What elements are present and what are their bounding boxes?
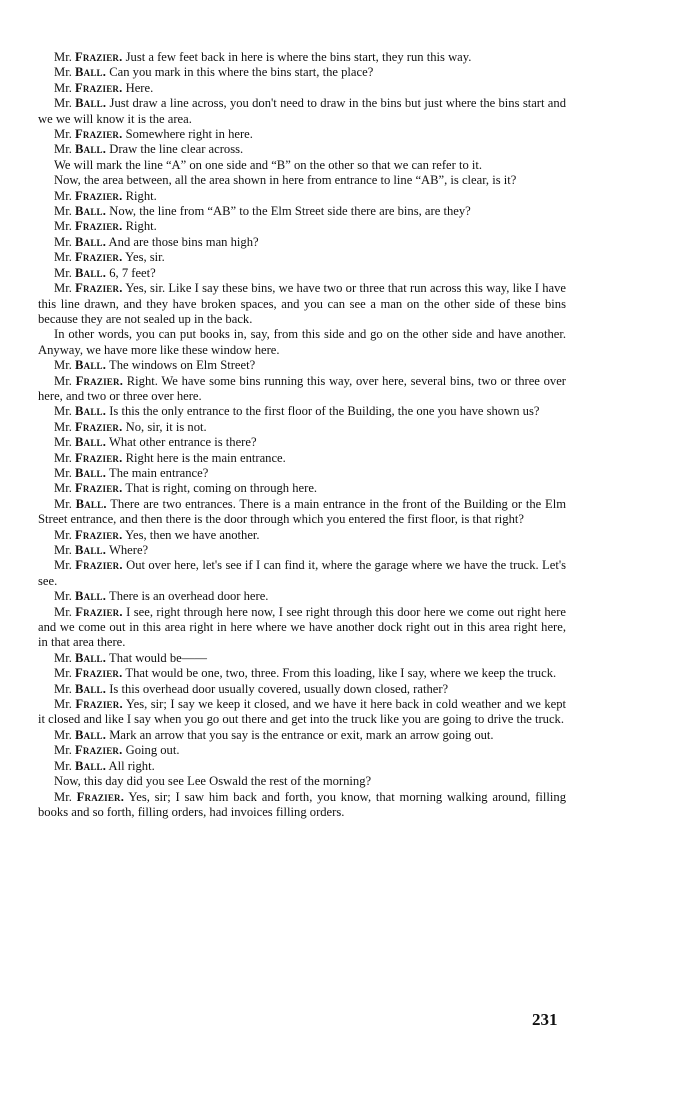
- speaker-prefix: Mr.: [54, 589, 72, 604]
- speaker-prefix: Mr.: [54, 666, 72, 681]
- transcript-paragraph: [38, 743, 566, 758]
- testimony-text: And are those bins man high?: [108, 234, 259, 249]
- transcript-paragraph: [38, 327, 566, 358]
- transcript-paragraph: [38, 96, 566, 127]
- testimony-text: Somewhere right in here.: [125, 127, 253, 142]
- transcript-paragraph: [38, 466, 566, 481]
- speaker-prefix: Mr.: [54, 96, 72, 111]
- testimony-text: There is an overhead door here.: [109, 589, 269, 604]
- speaker-prefix: Mr.: [54, 204, 72, 219]
- speaker-name: Ball.: [75, 758, 107, 773]
- transcript-paragraph: [38, 65, 566, 80]
- testimony-text: Now, the area between, all the area shown in here from entrance to line “AB”, is clear, is it?: [54, 173, 517, 188]
- transcript-paragraph: [38, 358, 566, 373]
- speaker-name: Frazier.: [76, 789, 125, 804]
- speaker-prefix: Mr.: [54, 481, 72, 496]
- testimony-text: Now, this day did you see Lee Oswald the rest of the morning?: [54, 774, 372, 789]
- testimony-text: In other words, you can put books in, say, from this side and go on the other side and have another. Anyway, we have more like these window here.: [38, 327, 566, 357]
- transcript-paragraph: [38, 697, 566, 728]
- transcript-paragraph: [38, 728, 566, 743]
- testimony-text: Draw the line clear across.: [109, 142, 244, 157]
- transcript-paragraph: [38, 281, 566, 327]
- testimony-text: The windows on Elm Street?: [109, 358, 256, 373]
- speaker-prefix: Mr.: [54, 758, 72, 773]
- testimony-text: Yes, sir; I saw him back and forth, you know, that morning walking around, filling books and so forth, filling orders, had invoices filling orders.: [38, 789, 566, 819]
- testimony-text: Can you mark in this where the bins start, the place?: [109, 65, 374, 80]
- transcript-paragraph: [38, 666, 566, 681]
- speaker-prefix: Mr.: [54, 404, 72, 419]
- speaker-prefix: Mr.: [54, 789, 72, 804]
- testimony-text: Out over here, let's see if I can find it, where the garage where we have the truck. Let's see.: [38, 558, 566, 588]
- transcript-paragraph: [38, 651, 566, 666]
- testimony-text: That would be one, two, three. From this loading, like I say, where we keep the truck.: [125, 666, 557, 681]
- speaker-name: Frazier.: [75, 281, 123, 296]
- speaker-prefix: Mr.: [54, 543, 72, 557]
- testimony-text: Yes, sir; I say we keep it closed, and we have it here back in cold weather and we kept it closed and like I say when you go out there and get into the truck like you are going to drive the truck.: [38, 697, 567, 727]
- speaker-prefix: Mr.: [54, 527, 72, 542]
- testimony-text: That is right, coming on through here.: [125, 481, 318, 496]
- speaker-name: Frazier.: [75, 419, 123, 434]
- speaker-prefix: Mr.: [54, 142, 72, 157]
- speaker-prefix: Mr.: [54, 219, 72, 234]
- transcript-paragraph: [38, 497, 566, 528]
- speaker-name: Ball.: [75, 543, 107, 557]
- transcript-paragraph: [38, 558, 566, 589]
- transcript-paragraph: [38, 404, 566, 419]
- speaker-name: Frazier.: [75, 80, 123, 95]
- speaker-name: Ball.: [75, 465, 107, 480]
- testimony-text: Right here is the main entrance.: [125, 450, 286, 465]
- testimony-text: Right. We have some bins running this way, over here, several bins, two or three over here, and two or three over here.: [38, 373, 566, 403]
- speaker-prefix: Mr.: [54, 558, 72, 573]
- transcript-paragraph: [38, 435, 566, 450]
- testimony-text: Here.: [125, 80, 154, 95]
- speaker-prefix: Mr.: [54, 650, 72, 665]
- speaker-name: Ball.: [75, 404, 107, 419]
- transcript-paragraph: [38, 682, 566, 697]
- speaker-prefix: Mr.: [54, 188, 72, 203]
- speaker-name: Ball.: [75, 358, 107, 373]
- testimony-text: Right.: [125, 219, 157, 234]
- testimony-text: Is this overhead door usually covered, usually down closed, rather?: [109, 681, 449, 696]
- transcript-paragraph: [38, 219, 566, 234]
- speaker-prefix: Mr.: [54, 373, 72, 388]
- testimony-text: Mark an arrow that you say is the entrance or exit, mark an arrow going out.: [109, 727, 494, 742]
- transcript-paragraph: [38, 173, 566, 188]
- speaker-name: Ball.: [75, 650, 107, 665]
- speaker-prefix: Mr.: [54, 65, 72, 80]
- testimony-text: All right.: [108, 758, 155, 773]
- speaker-name: Ball.: [75, 96, 107, 111]
- speaker-prefix: Mr.: [54, 234, 72, 249]
- speaker-name: Frazier.: [75, 666, 123, 681]
- testimony-text: What other entrance is there?: [109, 435, 257, 450]
- speaker-prefix: Mr.: [54, 496, 72, 511]
- testimony-text: No, sir, it is not.: [125, 419, 207, 434]
- testimony-text: We will mark the line “A” on one side and “B” on the other so that we can refer to it.: [54, 157, 483, 172]
- speaker-prefix: Mr.: [54, 727, 72, 742]
- speaker-name: Ball.: [75, 234, 107, 249]
- speaker-name: Ball.: [75, 435, 107, 450]
- transcript-paragraph: [38, 543, 566, 558]
- transcript-paragraph: [38, 266, 566, 281]
- speaker-name: Frazier.: [75, 50, 123, 64]
- speaker-prefix: Mr.: [54, 604, 72, 619]
- speaker-name: Ball.: [75, 496, 107, 511]
- speaker-name: Ball.: [75, 727, 107, 742]
- transcript-paragraph: [38, 605, 566, 651]
- transcript-paragraph: [38, 774, 566, 789]
- speaker-prefix: Mr.: [54, 697, 72, 712]
- speaker-prefix: Mr.: [54, 281, 72, 296]
- testimony-text: Is this the only entrance to the first floor of the Building, the one you have shown us?: [109, 404, 540, 419]
- speaker-name: Frazier.: [75, 697, 123, 712]
- speaker-prefix: Mr.: [54, 127, 72, 142]
- speaker-prefix: Mr.: [54, 743, 72, 758]
- speaker-name: Frazier.: [75, 188, 123, 203]
- transcript-paragraph: [38, 481, 566, 496]
- transcript-paragraph: [38, 374, 566, 405]
- page-number: 231: [532, 1010, 558, 1029]
- testimony-text: Yes, then we have another.: [125, 527, 260, 542]
- speaker-prefix: Mr.: [54, 50, 72, 64]
- speaker-name: Frazier.: [75, 219, 123, 234]
- transcript-paragraph: [38, 142, 566, 157]
- speaker-name: Frazier.: [75, 743, 123, 758]
- transcript-paragraph: [38, 759, 566, 774]
- speaker-name: Ball.: [75, 265, 107, 280]
- testimony-text: Where?: [109, 543, 149, 557]
- speaker-prefix: Mr.: [54, 419, 72, 434]
- speaker-name: Ball.: [75, 142, 107, 157]
- transcript-paragraph: [38, 81, 566, 96]
- transcript-paragraph: [38, 235, 566, 250]
- transcript-paragraph: [38, 420, 566, 435]
- speaker-prefix: Mr.: [54, 265, 72, 280]
- transcript-paragraph: [38, 189, 566, 204]
- speaker-name: Frazier.: [75, 527, 123, 542]
- speaker-name: Frazier.: [75, 250, 123, 265]
- speaker-name: Ball.: [75, 204, 107, 219]
- testimony-text: Just draw a line across, you don't need to draw in the bins but just where the bins start and we we will know it is the area.: [38, 96, 566, 126]
- testimony-text: The main entrance?: [109, 465, 209, 480]
- transcript-paragraph: [38, 528, 566, 543]
- speaker-name: Frazier.: [75, 558, 123, 573]
- speaker-name: Frazier.: [75, 481, 123, 496]
- speaker-name: Frazier.: [75, 373, 124, 388]
- transcript-paragraph: [38, 250, 566, 265]
- speaker-prefix: Mr.: [54, 465, 72, 480]
- speaker-prefix: Mr.: [54, 80, 72, 95]
- transcript-paragraph: [38, 158, 566, 173]
- testimony-text: Yes, sir. Like I say these bins, we have two or three that run across this way, like I have this line drawn, and they have broken spaces, and you can see a man on the other side of these bins because they are not sealed up in the back.: [38, 281, 566, 326]
- speaker-name: Ball.: [75, 65, 107, 80]
- testimony-text: There are two entrances. There is a main entrance in the front of the Building or the Elm Street entrance, and then there is the door through which you entered the first floor, is that right?: [38, 496, 566, 527]
- transcript-paragraph: [38, 589, 566, 604]
- speaker-name: Ball.: [75, 681, 107, 696]
- testimony-text: Going out.: [125, 743, 180, 758]
- speaker-name: Frazier.: [75, 450, 123, 465]
- speaker-prefix: Mr.: [54, 358, 72, 373]
- testimony-text: Now, the line from “AB” to the Elm Street side there are bins, are they?: [109, 204, 471, 219]
- testimony-text: I see, right through here now, I see right through this door here we come out right here and we come out in this area right in here where we have another dock right out in this area right here, in that area there.: [38, 604, 566, 650]
- transcript-paragraph: [38, 204, 566, 219]
- transcript-paragraph: [38, 451, 566, 466]
- testimony-text: Yes, sir.: [125, 250, 165, 265]
- transcript-paragraph: [38, 127, 566, 142]
- testimony-text: 6, 7 feet?: [109, 265, 156, 280]
- testimony-text: That would be——: [109, 650, 207, 665]
- transcript-body: [38, 50, 566, 820]
- testimony-text: Just a few feet back in here is where the bins start, they run this way.: [125, 50, 472, 64]
- speaker-prefix: Mr.: [54, 681, 72, 696]
- speaker-name: Ball.: [75, 589, 107, 604]
- speaker-prefix: Mr.: [54, 435, 72, 450]
- speaker-prefix: Mr.: [54, 450, 72, 465]
- transcript-paragraph: [38, 790, 566, 821]
- speaker-name: Frazier.: [75, 127, 123, 142]
- testimony-text: Right.: [125, 188, 157, 203]
- speaker-name: Frazier.: [75, 604, 123, 619]
- speaker-prefix: Mr.: [54, 250, 72, 265]
- transcript-paragraph: [38, 50, 566, 65]
